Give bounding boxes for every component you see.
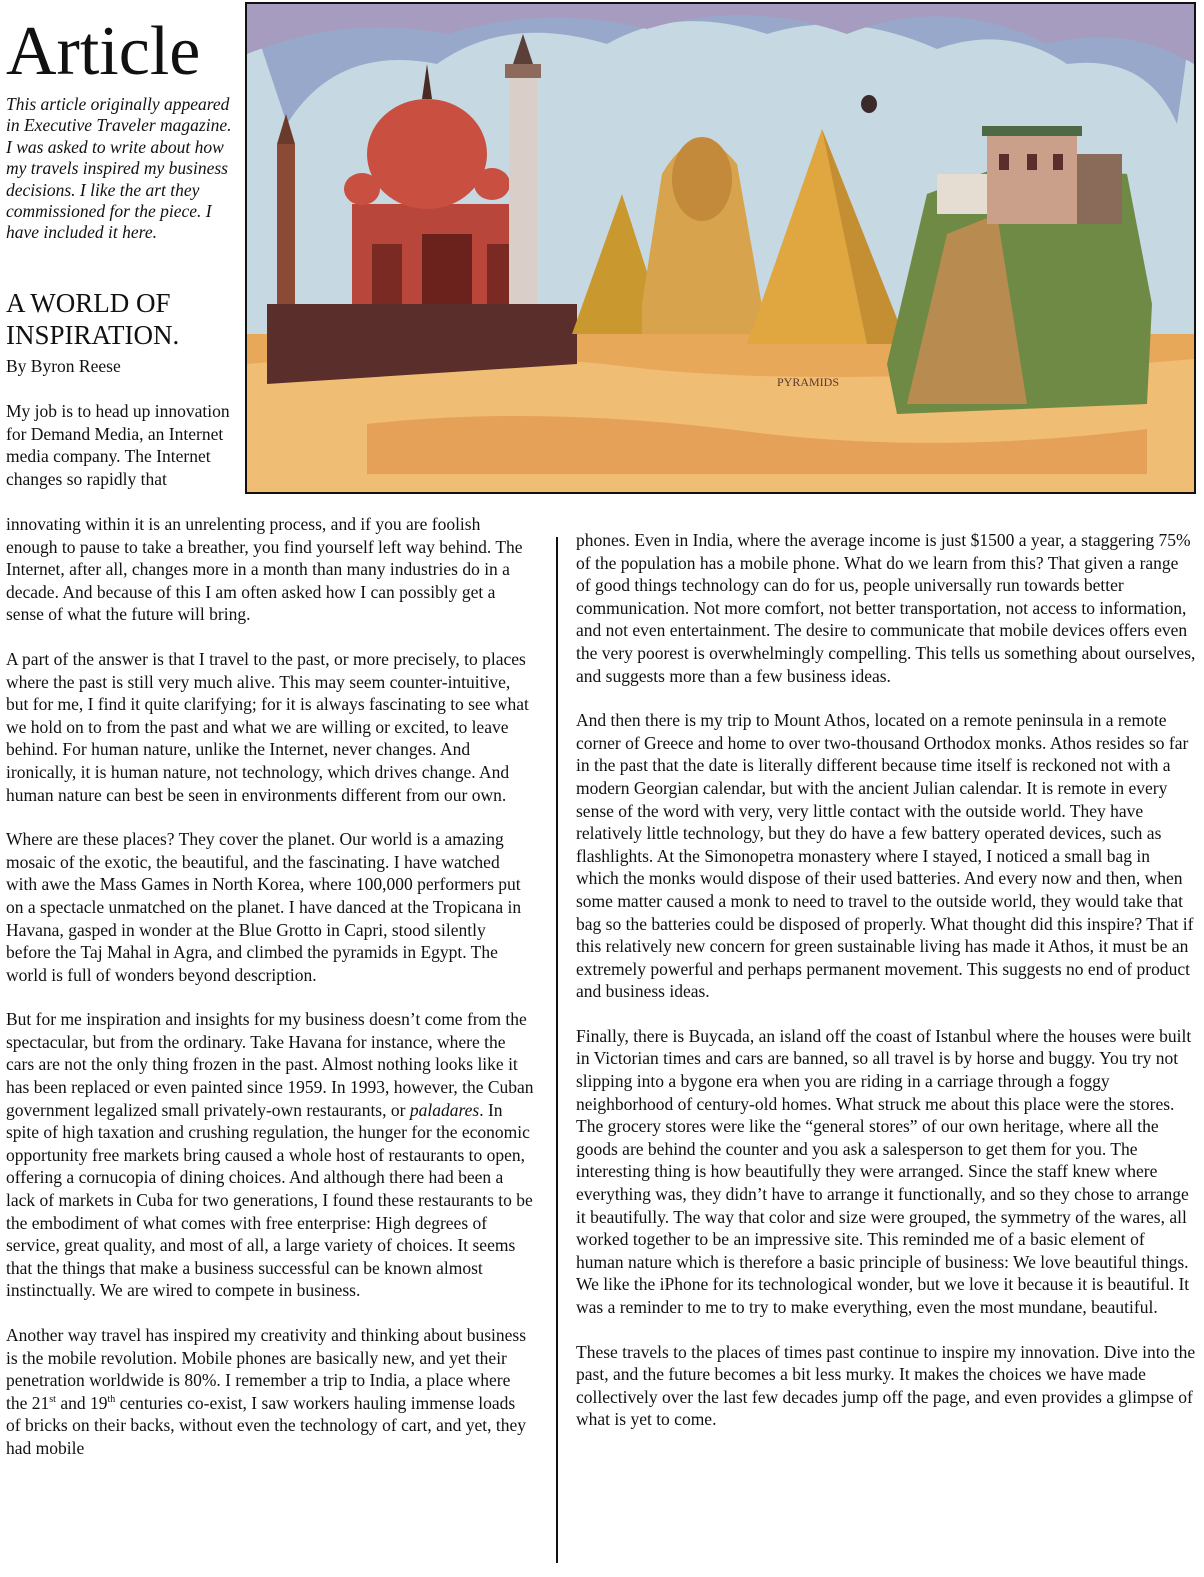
illustration-caption: PYRAMIDS — [777, 375, 840, 389]
right-text-column — [576, 529, 1196, 1453]
left-paragraph-1: innovating within it is an unrelenting process, and if you are foolish enough to pause to take a breather, you find yourself left way behind. The Internet, after all, changes more in a month than many industries do in a decade. And because of this I am often asked how I can possibly get a sense of what the future will bring. — [6, 514, 523, 625]
left-text-column — [6, 513, 534, 1482]
ordinal-superscript-st: st — [49, 1393, 56, 1405]
article-lead-paragraph: My job is to head up innovation for Demand Media, an Internet media company. The Internet changes so rapidly that — [6, 401, 230, 489]
left-paragraph-4-text-b: . In spite of high taxation and crushing regulation, the hunger for the economic opportunity free markets bring caused a whole host of restaurants to open, offering a cornucopia of dining choices. And although there had been a lack of markets in Cuba for two generations, I found these restaurants to be the embodiment of what comes with free enterprise: High degrees of service, great quality, and most of all, a large variety of choices. It seems that the things that make a business successful can be known almost instinctually. We are wired to compete in business. — [6, 1099, 533, 1301]
left-paragraph-4 — [6, 1008, 534, 1302]
right-paragraph-3: Finally, there is Buycada, an island off the coast of Istanbul where the houses were built in Victorian times and cars are banned, so all travel is by horse and buggy. You try not slipping into a bygone era when you are riding in a carriage through a foggy neighborhood of century-old homes. What struck me about this place were the stores. The grocery stores were like the “general stores” of our own heritage, where all the goods are behind the counter and you ask a salesperson to get them for you. The interesting thing is how beautifully they were arranged. Since the staff knew where everything was, they didn’t have to arrange it functionally, and so they chose to arrange it beautifully. The way that color and size were grouped, the symmetry of the wares, all worked together to be an impressive site. This reminded me of a basic element of human nature which is therefore a basic principle of business: We love beautiful things. We like the iPhone for its technological wonder, but we love it because it is beautiful. It was a reminder to me to try to make everything, even the most mundane, beautiful. — [576, 1025, 1192, 1317]
article-illustration — [245, 2, 1196, 494]
left-paragraph-4-text-a: But for me inspiration and insights for my business doesn’t come from the spectacular, but from the ordinary. Take Havana for instance, where the cars are not the only thing frozen in the past. Almost nothing looks like it has been replaced or even painted since 1959. In 1993, however, the Cuban government legalized small privately-own restaurants, or — [6, 1009, 534, 1120]
left-paragraph-2: A part of the answer is that I travel to the past, or more precisely, to places where the past is still very much alive. This may seem counter-intuitive, but for me, I find it quite clarifying; for it is always fascinating to see what we hold on to from the past and what we are willing or excited, to leave behind. For human nature, unlike the Internet, never changes. And ironically, it is human nature, not technology, which drives change. And human nature can best be seen in environments different from our own. — [6, 648, 529, 805]
left-paragraph-3: Where are these places? They cover the planet. Our world is a amazing mosaic of the exotic, the beautiful, and the fascinating. I have watched with awe the Mass Games in North Korea, where 100,000 performers put on a spectacle unmatched on the planet. I have danced at the Tropicana in Havana, gasped in wonder at the Blue Grotto in Capri, stood silently before the Taj Mahal in Agra, and climbed the pyramids in Egypt. The world is full of wonders beyond description. — [6, 829, 522, 985]
paladares-term: paladares — [409, 1099, 480, 1120]
right-paragraph-4: These travels to the places of times past continue to inspire my innovation. Dive into the past, and the future becomes a bit less murky. It makes the choices we have made collectively over the last few decades jump off the page, and even provides a glimpse of what is yet to come. — [576, 1341, 1196, 1430]
page-title: Article — [6, 13, 201, 90]
left-paragraph-5-text-a: Another way travel has inspired my creativity and thinking about business is the mobile revolution. Mobile phones are basically new, and yet their penetration worldwide is 80%. I remember a trip to India, a place where the 21 — [6, 1325, 527, 1413]
left-paragraph-5 — [6, 1324, 534, 1460]
left-paragraph-5-text-c: centuries co-exist, I saw workers hauling immense loads of bricks on their backs, without even the technology of cart, and yet, they had mobile — [6, 1392, 526, 1458]
ordinal-superscript-th: th — [107, 1393, 116, 1405]
article-headline: A WORLD OF INSPIRATION. — [6, 288, 180, 350]
left-paragraph-5-text-b: and 19 — [55, 1392, 108, 1413]
column-divider — [556, 537, 558, 1563]
article-intro-note: This article originally appeared in Executive Traveler magazine. I was asked to write about how my travels inspired my business decisions. I like the art they commissioned for the piece. I have included it here. — [6, 94, 232, 243]
landmarks-illustration — [247, 4, 1194, 492]
right-paragraph-1: phones. Even in India, where the average income is just $1500 a year, a staggering 75% of the population has a mobile phone. What do we learn from this? That given a range of good things technology can do for us, people universally run towards better communication. Not more comfort, not better transportation, not access to information, and not even entertainment. The desire to communicate that mobile devices offers even the very poorest is overwhelmingly compelling. This tells us something about ourselves, and suggests more than a few business ideas. — [576, 530, 1196, 686]
right-paragraph-2: And then there is my trip to Mount Athos, located on a remote peninsula in a remote corner of Greece and home to over two-thousand Orthodox monks. Athos resides so far in the past that the date is literally different because time itself is reckoned not with a modern Georgian calendar, but with the ancient Julian calendar. It is remote in every sense of the word with very, very little contact with the outside world. They have relatively little technology, but they do have a few battery operated devices, such as flashlights. At the Simonopetra monastery where I stayed, I noticed a small bag in which the monks would dispose of their used batteries. And every now and then, when some matter caused a monk to need to travel to the outside world, they would take that bag so the batteries could be disposed of properly. What thought did this inspire? That if this relatively new concern for green sustainable living has made it Athos, it must be an extremely powerful and perhaps permanent movement. This suggests no end of product and business ideas. — [576, 710, 1194, 1002]
article-byline: By Byron Reese — [6, 356, 121, 376]
